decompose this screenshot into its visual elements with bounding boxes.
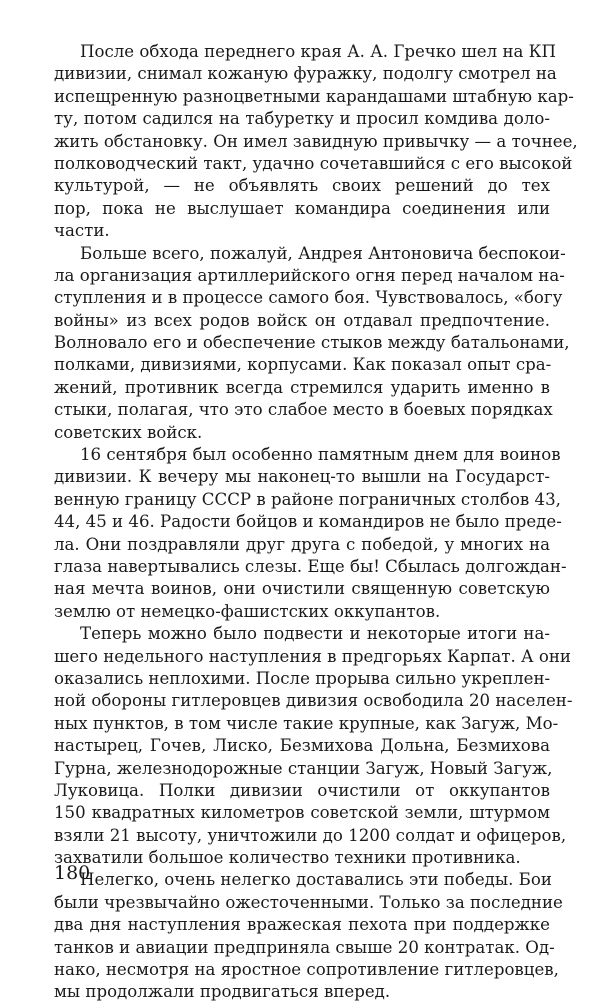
text-line: 44, 45 и 46. Радости бойцов и командиров не было преде- bbox=[54, 512, 562, 532]
text-line: венную границу СССР в районе пограничных столбов 43, bbox=[54, 489, 561, 509]
text-line: шего недельного наступления в предгорьях Карпат. А они bbox=[54, 646, 571, 666]
text-line: полководческий такт, удачно сочетавшийся с его высокой bbox=[54, 153, 573, 173]
text-line: 150 квадратных километров советской земли, штурмом bbox=[54, 803, 550, 823]
paragraph bbox=[54, 41, 578, 243]
page-number: 180 bbox=[54, 862, 91, 884]
text-line: Теперь можно было подвести и некоторые итоги на- bbox=[80, 624, 550, 644]
page-body bbox=[54, 41, 578, 1004]
text-line: ных пунктов, в том числе такие крупные, как Загуж, Мо- bbox=[54, 713, 559, 733]
text-line: 16 сентября был особенно памятным днем для воинов bbox=[80, 445, 561, 465]
text-line: жений, противник всегда стремился ударить именно в bbox=[54, 377, 550, 397]
paragraph bbox=[54, 243, 570, 445]
text-line: дивизии, снимал кожаную фуражку, подолгу смотрел на bbox=[54, 64, 557, 84]
text-line: ступления и в процессе самого боя. Чувствовалось, «богу bbox=[54, 288, 563, 308]
text-line: два дня наступления вражеская пехота при поддержке bbox=[54, 915, 550, 935]
text-line: настырец, Гочев, Лиско, Безмихова Дольна, Безмихова bbox=[54, 736, 550, 756]
text-line: мы продолжали продвигаться вперед. bbox=[54, 982, 391, 1002]
text-line: Волновало его и обеспечение стыков между батальонами, bbox=[54, 333, 570, 353]
paragraph bbox=[54, 623, 573, 869]
text-line: ной обороны гитлеровцев дивизия освободила 20 населен- bbox=[54, 691, 573, 711]
text-line: Больше всего, пожалуй, Андрея Антоновича беспокои- bbox=[80, 243, 566, 263]
text-line: Луковица. Полки дивизии очистили от оккупантов bbox=[54, 780, 550, 800]
text-line: ла организация артиллерийского огня перед началом на- bbox=[54, 265, 565, 285]
paragraph bbox=[54, 869, 563, 1003]
text-line: полками, дивизиями, корпусами. Как показал опыт сра- bbox=[54, 355, 552, 375]
text-line: захватили большое количество техники противника. bbox=[54, 848, 521, 868]
text-line: ная мечта воинов, они очистили священную советскую bbox=[54, 579, 550, 599]
text-line: дивизии. К вечеру мы наконец-то вышли на Государст- bbox=[54, 467, 550, 487]
text-line: нако, несмотря на яростное сопротивление гитлеровцев, bbox=[54, 960, 559, 980]
text-line: танков и авиации предприняла свыше 20 контратак. Од- bbox=[54, 937, 555, 957]
text-line: После обхода переднего края А. А. Гречко шел на КП bbox=[80, 42, 556, 61]
text-line: землю от немецко-фашистских оккупантов. bbox=[54, 601, 441, 621]
text-line: оказались неплохими. После прорыва сильно укреплен- bbox=[54, 668, 551, 688]
text-line: стыки, полагая, что это слабое место в боевых порядках bbox=[54, 400, 553, 420]
text-line: части. bbox=[54, 221, 110, 241]
text-line: взяли 21 высоту, уничтожили до 1200 солдат и офицеров, bbox=[54, 825, 567, 845]
text-line: ла. Они поздравляли друг друга с победой, у многих на bbox=[54, 534, 550, 554]
text-line: жить обстановку. Он имел завидную привычку — а точнее, bbox=[54, 131, 578, 151]
text-line: культурой, — не объявлять своих решений до тех bbox=[54, 176, 550, 196]
paragraph bbox=[54, 444, 567, 623]
text-line: Нелегко, очень нелегко доставались эти победы. Бои bbox=[80, 870, 552, 890]
text-line: войны» из всех родов войск он отдавал предпочтение. bbox=[54, 310, 550, 330]
text-line: испещренную разноцветными карандашами штабную кар- bbox=[54, 86, 574, 106]
text-line: глаза навертывались слезы. Еще бы! Сбылась долгождан- bbox=[54, 556, 567, 576]
text-line: были чрезвычайно ожесточенными. Только за последние bbox=[54, 892, 563, 912]
text-line: пор, пока не выслушает командира соединения или bbox=[54, 198, 550, 218]
text-line: Гурна, железнодорожные станции Загуж, Новый Загуж, bbox=[54, 758, 553, 778]
text-line: советских войск. bbox=[54, 422, 203, 442]
text-line: ту, потом садился на табуретку и просил комдива доло- bbox=[54, 109, 550, 129]
